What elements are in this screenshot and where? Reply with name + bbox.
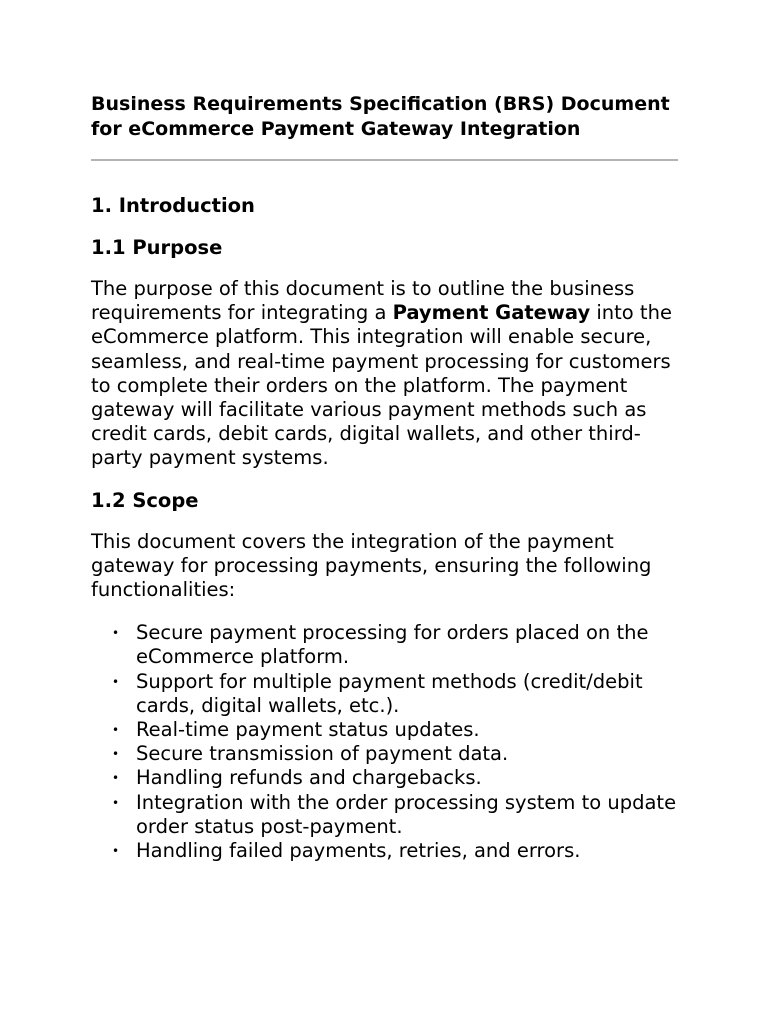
- purpose-text-end: into the eCommerce platform. This integration will enable secure, seamless, and real-time payment processing for customers to complete their orders on the platform. The payment gateway will facilitate various payment methods such as credit cards, debit cards, digital wallets, and other third-party payment systems.: [91, 301, 672, 470]
- section-heading-purpose: 1.1 Purpose: [91, 236, 223, 259]
- list-item: [91, 621, 681, 669]
- list-item-text: Secure payment processing for orders placed on the eCommerce platform.: [136, 621, 649, 669]
- bullet-icon: •: [112, 771, 120, 786]
- list-item: [91, 766, 681, 790]
- purpose-paragraph: [91, 277, 681, 471]
- title-divider: [91, 159, 678, 161]
- document-title: Business Requirements Specification (BRS) Document for eCommerce Payment Gateway Integration: [91, 93, 670, 140]
- purpose-bold-term: Payment Gateway: [392, 301, 591, 325]
- purpose-text-start: The purpose of this document is to outline the business requirements for integrating a: [91, 277, 635, 325]
- section-heading-scope: 1.2 Scope: [91, 488, 199, 512]
- bullet-icon: •: [112, 674, 120, 689]
- list-item-text: Handling failed payments, retries, and errors.: [136, 839, 581, 863]
- scope-intro-paragraph: This document covers the integration of the payment gateway for processing payments, ensuring the following functionalities:: [91, 529, 652, 602]
- list-item: [91, 718, 681, 742]
- list-item-text: Secure transmission of payment data.: [136, 742, 509, 766]
- bullet-icon: •: [112, 723, 120, 738]
- bullet-icon: •: [112, 626, 120, 641]
- bullet-icon: •: [112, 795, 120, 810]
- list-item-text: Real-time payment status updates.: [136, 718, 480, 742]
- list-item: [91, 839, 681, 863]
- list-item-text: Integration with the order processing system to update order status post-payment.: [136, 790, 677, 838]
- bullet-icon: •: [112, 747, 120, 762]
- list-item-text: Handling refunds and chargebacks.: [136, 766, 482, 790]
- list-item: [91, 791, 681, 839]
- scope-bullet-list: [91, 621, 681, 863]
- section-heading-introduction: 1. Introduction: [91, 194, 255, 217]
- list-item: [91, 742, 681, 766]
- document-body: [91, 92, 681, 863]
- bullet-icon: •: [112, 844, 120, 859]
- list-item: [91, 670, 681, 718]
- list-item-text: Support for multiple payment methods (credit/debit cards, digital wallets, etc.).: [136, 669, 643, 717]
